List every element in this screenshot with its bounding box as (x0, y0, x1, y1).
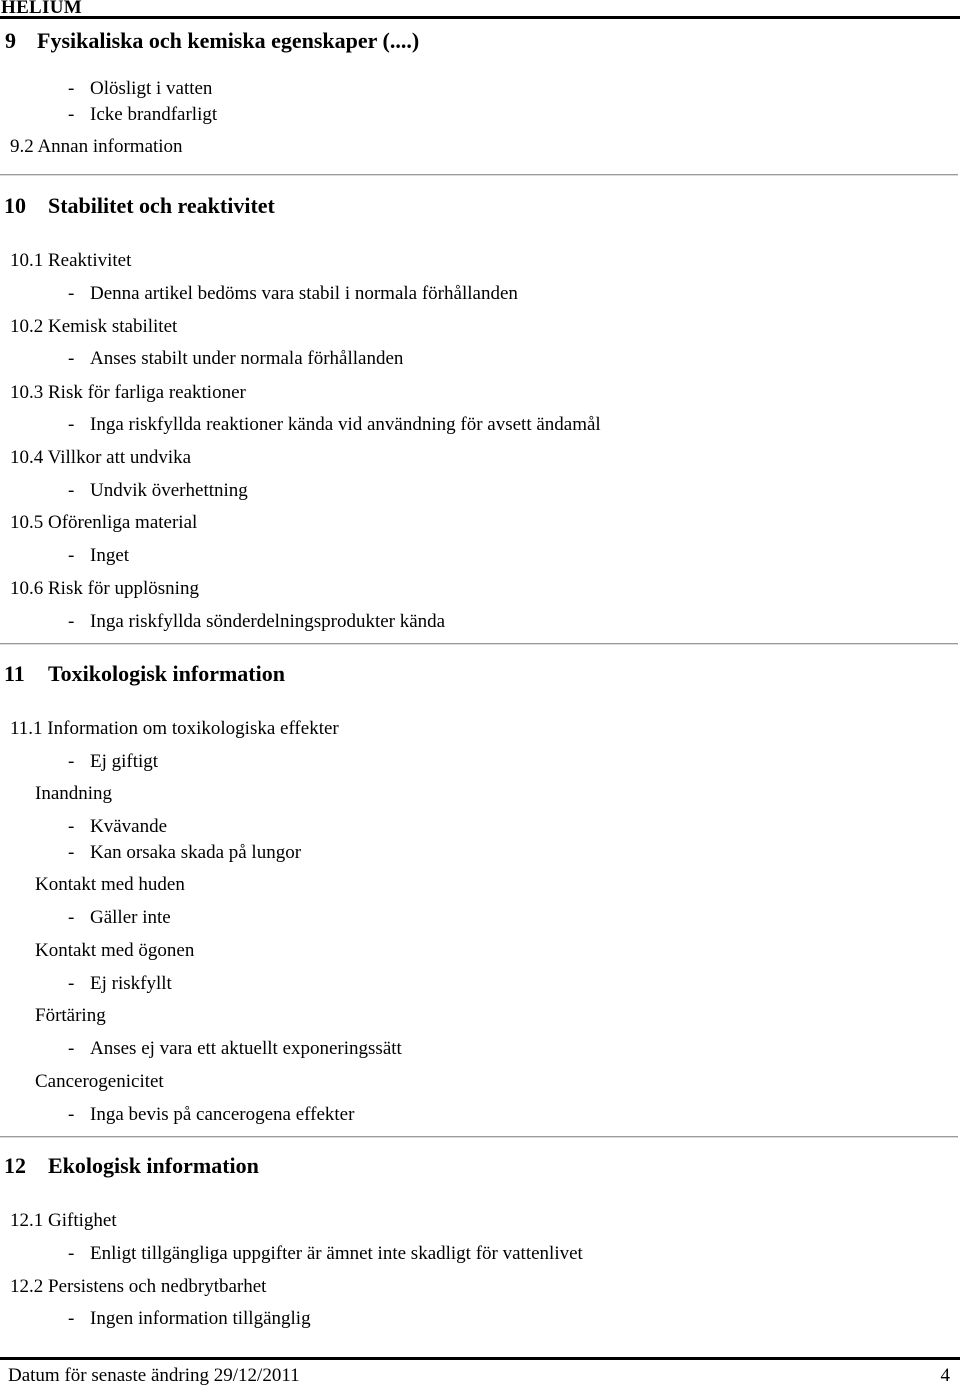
section-title-text: Fysikaliska och kemiska egenskaper (....) (37, 28, 420, 53)
bullet-dash: - (68, 283, 75, 304)
revision-date: Datum för senaste ändring 29/12/2011 (8, 1365, 300, 1386)
list-item (68, 751, 928, 773)
bullet-dash: - (68, 1243, 75, 1264)
bullet-dash: - (68, 611, 75, 632)
subsection-heading: 10.2 Kemisk stabilitet (10, 316, 178, 337)
page-number: 4 (940, 1365, 950, 1386)
section-divider (0, 174, 958, 176)
header-divider (0, 16, 960, 19)
list-item (68, 842, 928, 864)
list-item (68, 816, 928, 838)
footer-divider (0, 1357, 960, 1360)
list-item (68, 907, 928, 929)
document-name: HELIUM (1, 0, 82, 18)
bullet-dash: - (68, 1104, 75, 1125)
bullet-text: Inga riskfyllda sönderdelningsprodukter kända (90, 611, 446, 632)
bullet-dash: - (68, 414, 75, 435)
bullet-text: Ej riskfyllt (90, 973, 172, 994)
subsection-heading: 12.1 Giftighet (10, 1210, 117, 1231)
bullet-text: Inga bevis på cancerogena effekter (90, 1104, 355, 1125)
bullet-text: Anses ej vara ett aktuellt exponeringssätt (90, 1038, 402, 1059)
subsection-heading: 10.6 Risk för upplösning (10, 578, 199, 599)
list-item (68, 480, 928, 502)
list-item (68, 1243, 938, 1265)
bullet-text: Denna artikel bedöms vara stabil i normala förhållanden (90, 283, 518, 304)
bullet-text: Kan orsaka skada på lungor (90, 842, 302, 863)
subsection-heading: 9.2 Annan information (10, 136, 183, 157)
bullet-dash: - (68, 348, 75, 369)
section-number: 12 (4, 1153, 26, 1178)
bullet-dash: - (68, 1308, 75, 1329)
subsection-heading: 11.1 Information om toxikologiska effekter (10, 718, 339, 739)
bullet-dash: - (68, 842, 75, 863)
category-label: Kontakt med ögonen (35, 940, 195, 961)
bullet-dash: - (68, 78, 75, 99)
section-divider (0, 643, 958, 645)
bullet-text: Enligt tillgängliga uppgifter är ämnet inte skadligt för vattenlivet (90, 1243, 583, 1264)
section-number: 9 (5, 28, 16, 53)
subsection-heading: 10.5 Oförenliga material (10, 512, 198, 533)
category-label: Kontakt med huden (35, 874, 185, 895)
section-number: 10 (4, 193, 26, 218)
bullet-dash: - (68, 973, 75, 994)
bullet-text: Gäller inte (90, 907, 171, 928)
bullet-text: Undvik överhettning (90, 480, 248, 501)
subsection-heading: 12.2 Persistens och nedbrytbarhet (10, 1276, 267, 1297)
section-9-title (5, 28, 905, 54)
list-item (68, 545, 928, 567)
bullet-dash: - (68, 751, 75, 772)
section-10-title (4, 193, 904, 219)
list-item (68, 104, 868, 126)
bullet-text: Ej giftigt (90, 751, 159, 772)
bullet-text: Anses stabilt under normala förhållanden (90, 348, 404, 369)
list-item (68, 1104, 928, 1126)
category-label: Förtäring (35, 1005, 106, 1026)
category-label: Inandning (35, 783, 113, 804)
list-item (68, 78, 868, 100)
list-item (68, 973, 928, 995)
bullet-text: Inget (90, 545, 130, 566)
list-item (68, 283, 928, 305)
section-number: 11 (4, 661, 25, 686)
list-item (68, 1038, 928, 1060)
bullet-dash: - (68, 545, 75, 566)
bullet-text: Kvävande (90, 816, 168, 837)
list-item (68, 611, 928, 633)
bullet-dash: - (68, 480, 75, 501)
section-divider (0, 1136, 958, 1138)
bullet-dash: - (68, 816, 75, 837)
subsection-heading: 10.4 Villkor att undvika (10, 447, 192, 468)
bullet-dash: - (68, 104, 75, 125)
list-item (68, 1308, 928, 1330)
list-item (68, 348, 928, 370)
list-item (68, 414, 938, 436)
bullet-dash: - (68, 1038, 75, 1059)
section-12-title (4, 1153, 904, 1179)
subsection-heading: 10.3 Risk för farliga reaktioner (10, 382, 246, 403)
section-title-text: Toxikologisk information (48, 661, 285, 686)
bullet-text: Ingen information tillgänglig (90, 1308, 311, 1329)
document-header (0, 0, 960, 18)
section-title-text: Ekologisk information (48, 1153, 259, 1178)
bullet-dash: - (68, 907, 75, 928)
bullet-text: Icke brandfarligt (90, 104, 218, 125)
section-11-title (4, 661, 904, 687)
section-title-text: Stabilitet och reaktivitet (48, 193, 275, 218)
bullet-text: Olösligt i vatten (90, 78, 213, 99)
category-label: Cancerogenicitet (35, 1071, 164, 1092)
bullet-text: Inga riskfyllda reaktioner kända vid användning för avsett ändamål (90, 414, 601, 435)
subsection-heading: 10.1 Reaktivitet (10, 250, 132, 271)
